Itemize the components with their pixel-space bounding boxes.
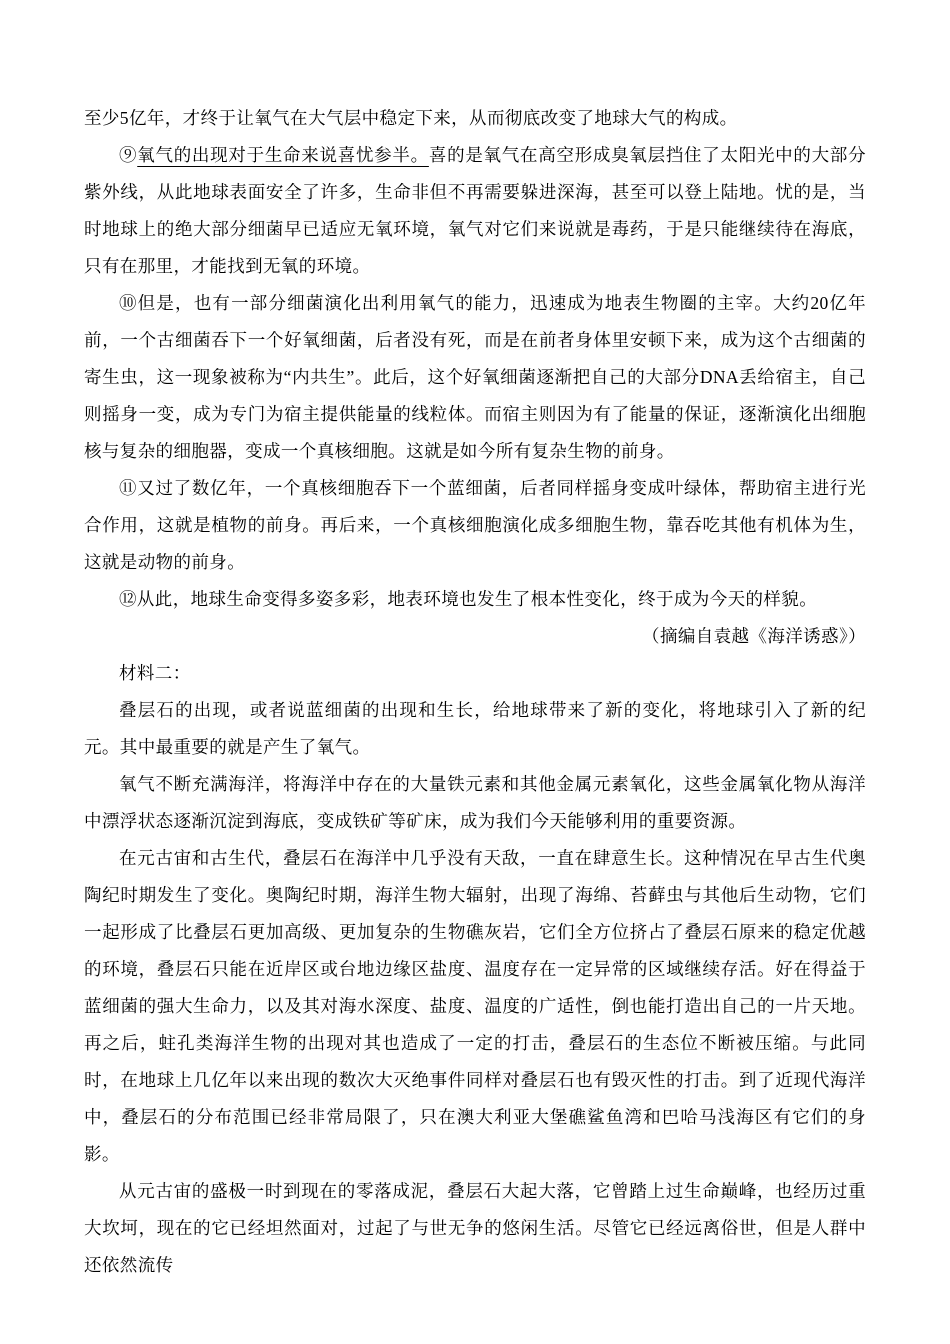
- passage-body: [84, 100, 866, 1284]
- paragraph-10-segment-0: ⑩但是，也有一部分细菌演化出利用氧气的能力，迅速成为地表生物圈的主宰。大约20亿年前，一个古细菌吞下一个好氧细菌，后者没有死，而是在前者身体里安顿下来，成为这个古细菌的寄生虫，这一现象被称为“内共生”。此后，这个好氧细菌逐渐把自己的大部分DNA丢给宿主，自己则摇身一变，成为专门为宿主提供能量的线粒体。而宿主则因为有了能量的保证，逐渐演化出细胞核与复杂的细胞器，变成一个真核细胞。这就是如今所有复杂生物的前身。: [84, 293, 866, 461]
- material-two-paragraph-4: [84, 1173, 866, 1284]
- material-two-paragraph-3: [84, 840, 866, 1173]
- paragraph-12-segment-0: ⑫从此，地球生命变得多姿多彩，地表环境也发生了根本性变化，终于成为今天的样貌。: [119, 589, 818, 609]
- citation-line: [84, 618, 866, 655]
- material-two-paragraph-2: [84, 766, 866, 840]
- material-two-paragraph-1: [84, 692, 866, 766]
- continued-paragraph-8: [84, 100, 866, 137]
- paragraph-9-segment-1: 氧气的出现对于生命来说喜忧参半。: [137, 145, 429, 165]
- material-two-paragraph-2-segment-0: 氧气不断充满海洋，将海洋中存在的大量铁元素和其他金属元素氧化，这些金属氧化物从海洋中漂浮状态逐渐沉淀到海底，变成铁矿等矿床，成为我们今天能够利用的重要资源。: [84, 774, 866, 831]
- paragraph-10: [84, 285, 866, 470]
- paragraph-11-segment-0: ⑪又过了数亿年，一个真核细胞吞下一个蓝细菌，后者同样摇身变成叶绿体，帮助宿主进行光合作用，这就是植物的前身。再后来，一个真核细胞演化成多细胞生物，靠吞吃其他有机体为生，这就是动物的前身。: [84, 478, 866, 572]
- material-two-paragraph-3-segment-0: 在元古宙和古生代，叠层石在海洋中几乎没有天敌，一直在肆意生长。这种情况在早古生代奥陶纪时期发生了变化。奥陶纪时期，海洋生物大辐射，出现了海绵、苔藓虫与其他后生动物，它们一起形成了比叠层石更加高级、更加复杂的生物礁灰岩，它们全方位挤占了叠层石原来的稳定优越的环境，叠层石只能在近岸区或台地边缘区盐度、温度存在一定异常的区域继续存活。好在得益于蓝细菌的强大生命力，以及其对海水深度、盐度、温度的广适性，倒也能打造出自己的一片天地。再之后，蛀孔类海洋生物的出现对其也造成了一定的打击，叠层石的生态位不断被压缩。与此同时，在地球上几亿年以来出现的数次大灭绝事件同样对叠层石也有毁灭性的打击。到了近现代海洋中，叠层石的分布范围已经非常局限了，只在澳大利亚大堡礁鲨鱼湾和巴哈马浅海区有它们的身影。: [84, 848, 866, 1164]
- paragraph-9: [84, 137, 866, 285]
- material-two-paragraph-4-segment-0: 从元古宙的盛极一时到现在的零落成泥，叠层石大起大落，它曾踏上过生命巅峰，也经历过重大坎坷，现在的它已经坦然面对，过起了与世无争的悠闲生活。尽管它已经远离俗世，但是人群中还依然流传: [84, 1181, 866, 1275]
- section-two-heading: [84, 655, 866, 692]
- paragraph-12: [84, 581, 866, 618]
- section-two-heading-segment-0: 材料二：: [119, 663, 191, 683]
- citation-line-segment-0: （摘编自袁越《海洋诱惑》）: [642, 626, 866, 646]
- continued-paragraph-8-segment-0: 至少5亿年，才终于让氧气在大气层中稳定下来，从而彻底改变了地球大气的构成。: [84, 108, 738, 128]
- paragraph-11: [84, 470, 866, 581]
- material-two-paragraph-1-segment-0: 叠层石的出现，或者说蓝细菌的出现和生长，给地球带来了新的变化，将地球引入了新的纪元。其中最重要的就是产生了氧气。: [84, 700, 866, 757]
- paragraph-9-segment-2: 喜的是氧气在高空形成臭氧层挡住了太阳光中的大部分紫外线，从此地球表面安全了许多，生命非但不再需要躲进深海，甚至可以登上陆地。忧的是，当时地球上的绝大部分细菌早已适应无氧环境，氧气对它们来说就是毒药，于是只能继续待在海底，只有在那里，才能找到无氧的环境。: [84, 145, 866, 276]
- paragraph-9-segment-0: ⑨: [119, 145, 138, 165]
